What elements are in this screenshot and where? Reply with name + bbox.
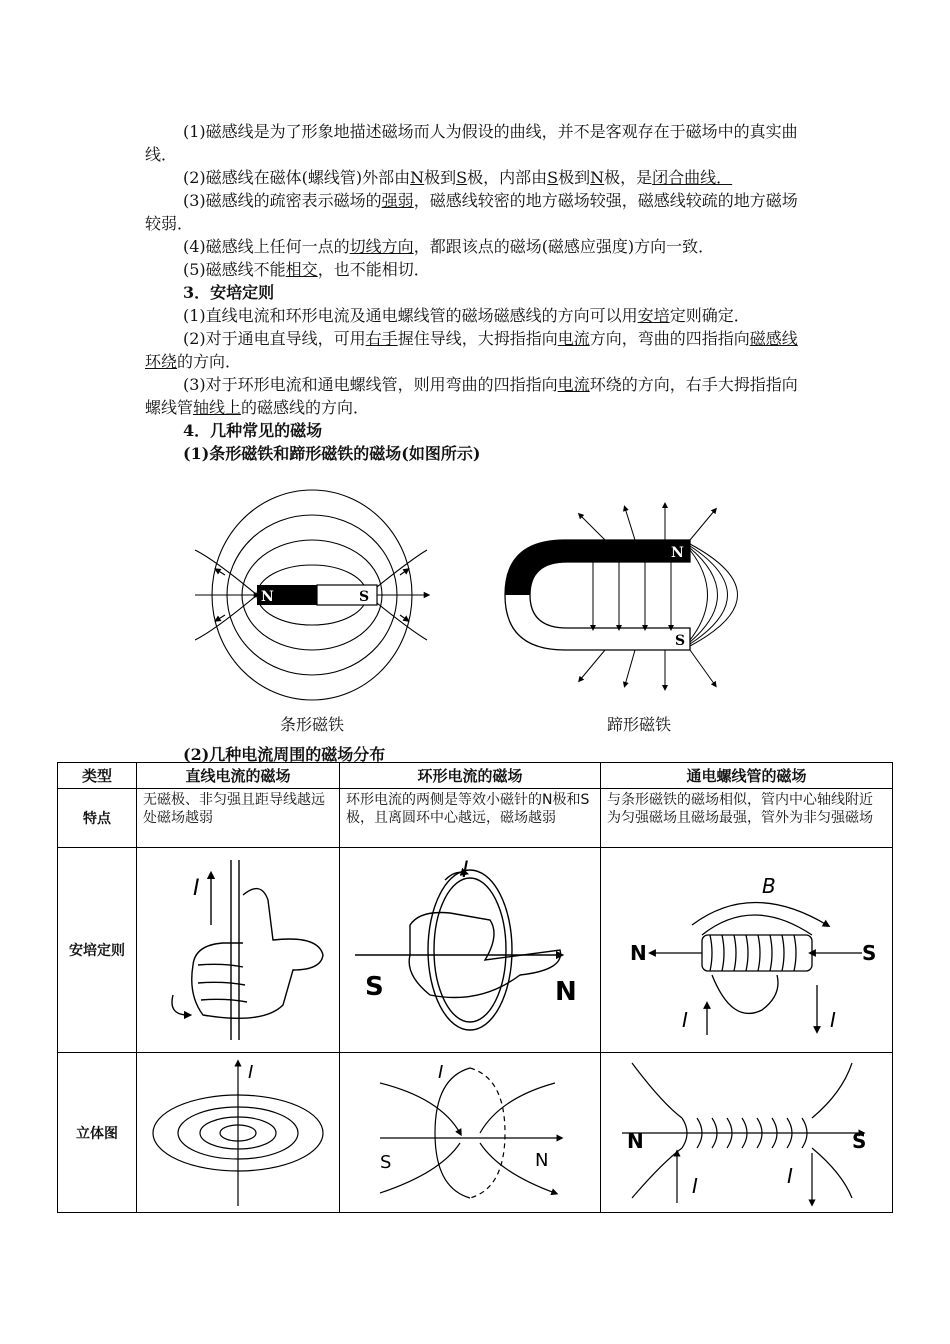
current-label: I [786,1163,793,1188]
current-label: I [438,1061,444,1083]
underlined-term: N [590,168,605,187]
text-segment: 定则确定． [669,306,750,325]
magnet-figures [195,480,795,740]
text-segment: (5)磁感线不能 [183,260,286,279]
right-hand-solenoid-diagram [612,855,882,1045]
section-heading [145,442,810,465]
table-row [58,1053,893,1213]
underlined-term: 安培 [637,306,670,325]
text-segment: (1)磁感线是为了形象地描述磁场而人为假设的曲线，并不是客观存在于磁场中的真实曲线． [145,122,798,164]
text-segment: (2)对于通电直导线，可用 [183,329,366,348]
bar-magnet-caption: 条形磁铁 [280,715,345,734]
section-heading [145,281,810,304]
feature-solenoid: 与条形磁铁的磁场相似，管内中心轴线附近为匀强磁场且磁场最强，管外为非匀强磁场 [601,789,893,848]
current-label: I [691,1173,698,1198]
paragraph [145,189,810,235]
current-label: I [462,858,469,883]
solenoid3d-s-label: S [851,1128,866,1153]
current-label: I [248,1061,254,1083]
underlined-term: 切线方向 [349,237,414,256]
text-segment: 3．安培定则 [183,283,275,302]
ring-current-3d-diagram [350,1058,590,1208]
paragraph [145,120,810,166]
underlined-term: 右手 [365,329,398,348]
horseshoe-magnet-diagram [505,505,738,688]
right-hand-straight-wire-diagram [143,855,333,1045]
magnetic-field-table [57,762,893,1213]
row-label-3d: 立体图 [58,1053,137,1213]
paragraph [145,373,810,419]
text-segment: 握住导线，大拇指指向 [397,329,558,348]
header-type: 类型 [58,763,137,789]
underlined-term: N [410,168,425,187]
text-segment: (2)磁感线在磁体(螺线管)外部由 [183,168,411,187]
text-segment: (1)直线电流和环形电流及通电螺线管的磁场磁感线的方向可以用 [183,306,638,325]
right-hand-ring-current-diagram [350,855,590,1045]
paragraph [145,304,810,327]
text-segment: (1)条形磁铁和蹄形磁铁的磁场(如图所示) [183,444,481,463]
underlined-term: 强弱 [381,191,414,210]
table-header-row [58,763,893,789]
text-segment: ，都跟该点的磁场(磁感应强度)方向一致． [413,237,715,256]
text-segment: (3)磁感线的疏密表示磁场的 [183,191,382,210]
text-segment: 4．几种常见的磁场 [183,421,323,440]
solenoid3d-n-label: N [626,1128,644,1153]
text-segment: (3)对于环形电流和通电螺线管，则用弯曲的四指指向 [183,375,558,394]
solid-solenoid-cell [601,1053,893,1213]
section-heading [145,419,810,442]
ring3d-s-label: S [380,1151,392,1173]
paragraph [145,235,810,258]
underlined-term: 电流 [557,375,590,394]
current-label: I [681,1008,688,1032]
underlined-term: 相交 [285,260,318,279]
header-straight: 直线电流的磁场 [137,763,340,789]
current-label: I [193,876,200,901]
field-label: B [761,874,776,898]
underlined-term: S [456,168,468,187]
solid-straight-cell [137,1053,340,1213]
bar-n-label: N [261,589,274,605]
text-segment: 极，是 [604,168,653,187]
paragraph [145,258,810,281]
horseshoe-s-label: S [675,633,686,649]
header-ring: 环形电流的磁场 [340,763,601,789]
solenoid-3d-diagram [612,1058,882,1208]
feature-straight: 无磁极、非匀强且距导线越远处磁场越弱 [137,789,340,848]
text-segment: 方向，弯曲的四指指向 [589,329,750,348]
row-label-ampere: 安培定则 [58,848,137,1053]
underlined-term: 轴线上 [193,398,242,417]
table-title: (2)几种电流周围的磁场分布 [183,745,386,764]
horseshoe-magnet-caption: 蹄形磁铁 [607,715,672,734]
table-row [58,848,893,1053]
straight-wire-3d-diagram [143,1058,333,1208]
ampere-ring-cell [340,848,601,1053]
ring3d-n-label: N [535,1149,549,1171]
feature-ring: 环形电流的两侧是等效小磁针的N极和S极，且离圆环中心越远，磁场越弱 [340,789,601,848]
text-segment: ，也不能相切． [317,260,430,279]
text-segment: 的磁感线的方向． [241,398,370,417]
paragraph [145,166,810,189]
text-segment: ，磁感线较密的地方磁场较强，磁感线较疏的地方磁场较弱． [145,191,798,233]
ampere-straight-cell [137,848,340,1053]
text-segment: (4)磁感线上任何一点的 [183,237,350,256]
ampere-solenoid-cell [601,848,893,1053]
solenoid-s-label: S [861,941,876,965]
horseshoe-n-label: N [671,545,684,561]
text-segment: 极到 [558,168,591,187]
text-segment: 的方向． [177,352,242,371]
text-block [145,120,810,465]
paragraph [145,327,810,373]
ring-s-label: S [365,972,384,1002]
underlined-term: S [547,168,559,187]
underlined-term: 闭合曲线． [652,168,733,187]
header-solenoid: 通电螺线管的磁场 [601,763,893,789]
bar-s-label: S [359,589,370,605]
text-segment: 极到 [424,168,457,187]
current-label: I [829,1008,836,1032]
table-row [58,789,893,848]
underlined-term: 磁感线环绕 [145,329,798,371]
text-segment: 环绕的方向，右手大拇指指向螺线管 [145,375,798,417]
solid-ring-cell [340,1053,601,1213]
underlined-term: 电流 [557,329,590,348]
solenoid-n-label: N [629,941,647,965]
row-label-features: 特点 [58,789,137,848]
ring-n-label: N [555,977,577,1007]
text-segment: 极，内部由 [467,168,548,187]
